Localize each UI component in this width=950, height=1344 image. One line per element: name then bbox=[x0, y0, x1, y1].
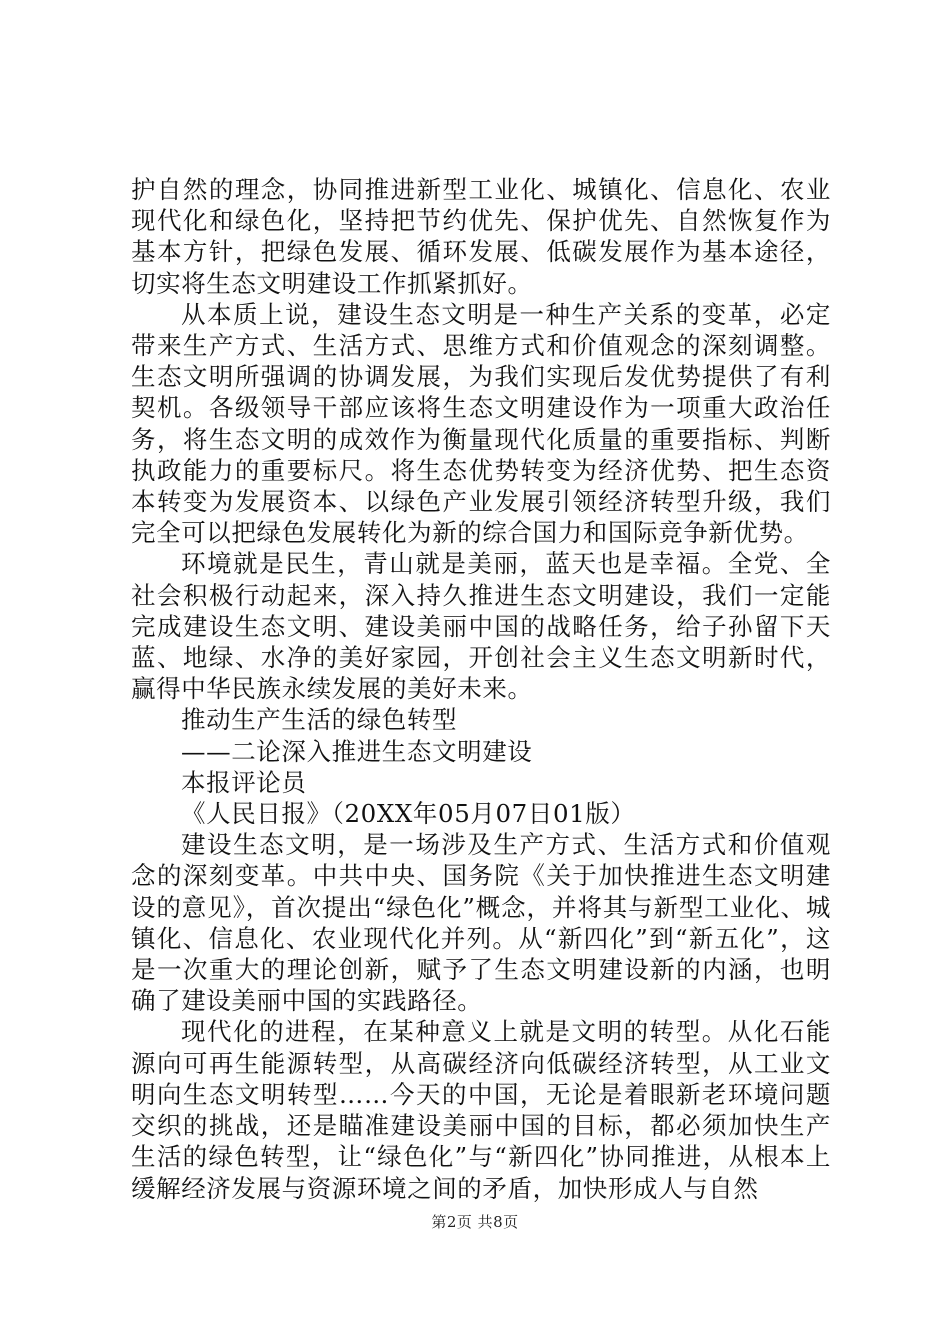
paragraph-continued: 护自然的理念，协同推进新型工业化、城镇化、信息化、农业现代化和绿色化，坚持把节约优先、保护优先、自然恢复作为基本方针，把绿色发展、循环发展、低碳发展作为基本途径，切实将生态文明建设工作抓紧抓好。 bbox=[131, 175, 831, 298]
page-number: 第2页 共8页 bbox=[431, 1213, 519, 1231]
document-body bbox=[131, 174, 831, 1204]
paragraph-essence: 从本质上说，建设生态文明是一种生产关系的变革，必定带来生产方式、生活方式、思维方式和价值观念的深刻调整。生态文明所强调的协调发展，为我们实现后发优势提供了有利契机。各级领导干部应该将生态文明建设作为一项重大政治任务，将生态文明的成效作为衡量现代化质量的重要指标、判断执政能力的重要标尺。将生态优势转变为经济优势、把生态资本转变为发展资本、以绿色产业发展引领经济转型升级，我们完全可以把绿色发展转化为新的综合国力和国际竞争新优势。 bbox=[131, 299, 831, 548]
article-subtitle: ——二论深入推进生态文明建设 bbox=[181, 736, 533, 766]
article-title: 推动生产生活的绿色转型 bbox=[181, 705, 458, 735]
paragraph-environment: 环境就是民生，青山就是美丽，蓝天也是幸福。全党、全社会积极行动起来，深入持久推进生态文明建设，我们一定能完成建设生态文明、建设美丽中国的战略任务，给子孙留下天蓝、地绿、水净的美好家园，开创社会主义生态文明新时代，赢得中华民族永续发展的美好未来。 bbox=[131, 549, 831, 704]
paragraph-body-2: 现代化的进程，在某种意义上就是文明的转型。从化石能源向可再生能源转型，从高碳经济向低碳经济转型，从工业文明向生态文明转型……今天的中国，无论是着眼新老环境问题交织的挑战，还是瞄准建设美丽中国的目标，都必须加快生产生活的绿色转型，让“绿色化”与“新四化”协同推进，从根本上缓解经济发展与资源环境之间的矛盾，加快形成人与自然 bbox=[131, 1017, 831, 1203]
byline: 本报评论员 bbox=[181, 767, 307, 797]
paragraph-body-1: 建设生态文明，是一场涉及生产方式、生活方式和价值观念的深刻变革。中共中央、国务院《关于加快推进生态文明建设的意见》，首次提出“绿色化”概念，并将其与新型工业化、城镇化、信息化、农业现代化并列。从“新四化”到“新五化”，这是一次重大的理论创新，赋予了生态文明建设新的内涵，也明确了建设美丽中国的实践路径。 bbox=[131, 830, 831, 1016]
source-citation: 《人民日报》（20XX年05月07日01版） bbox=[181, 799, 636, 829]
